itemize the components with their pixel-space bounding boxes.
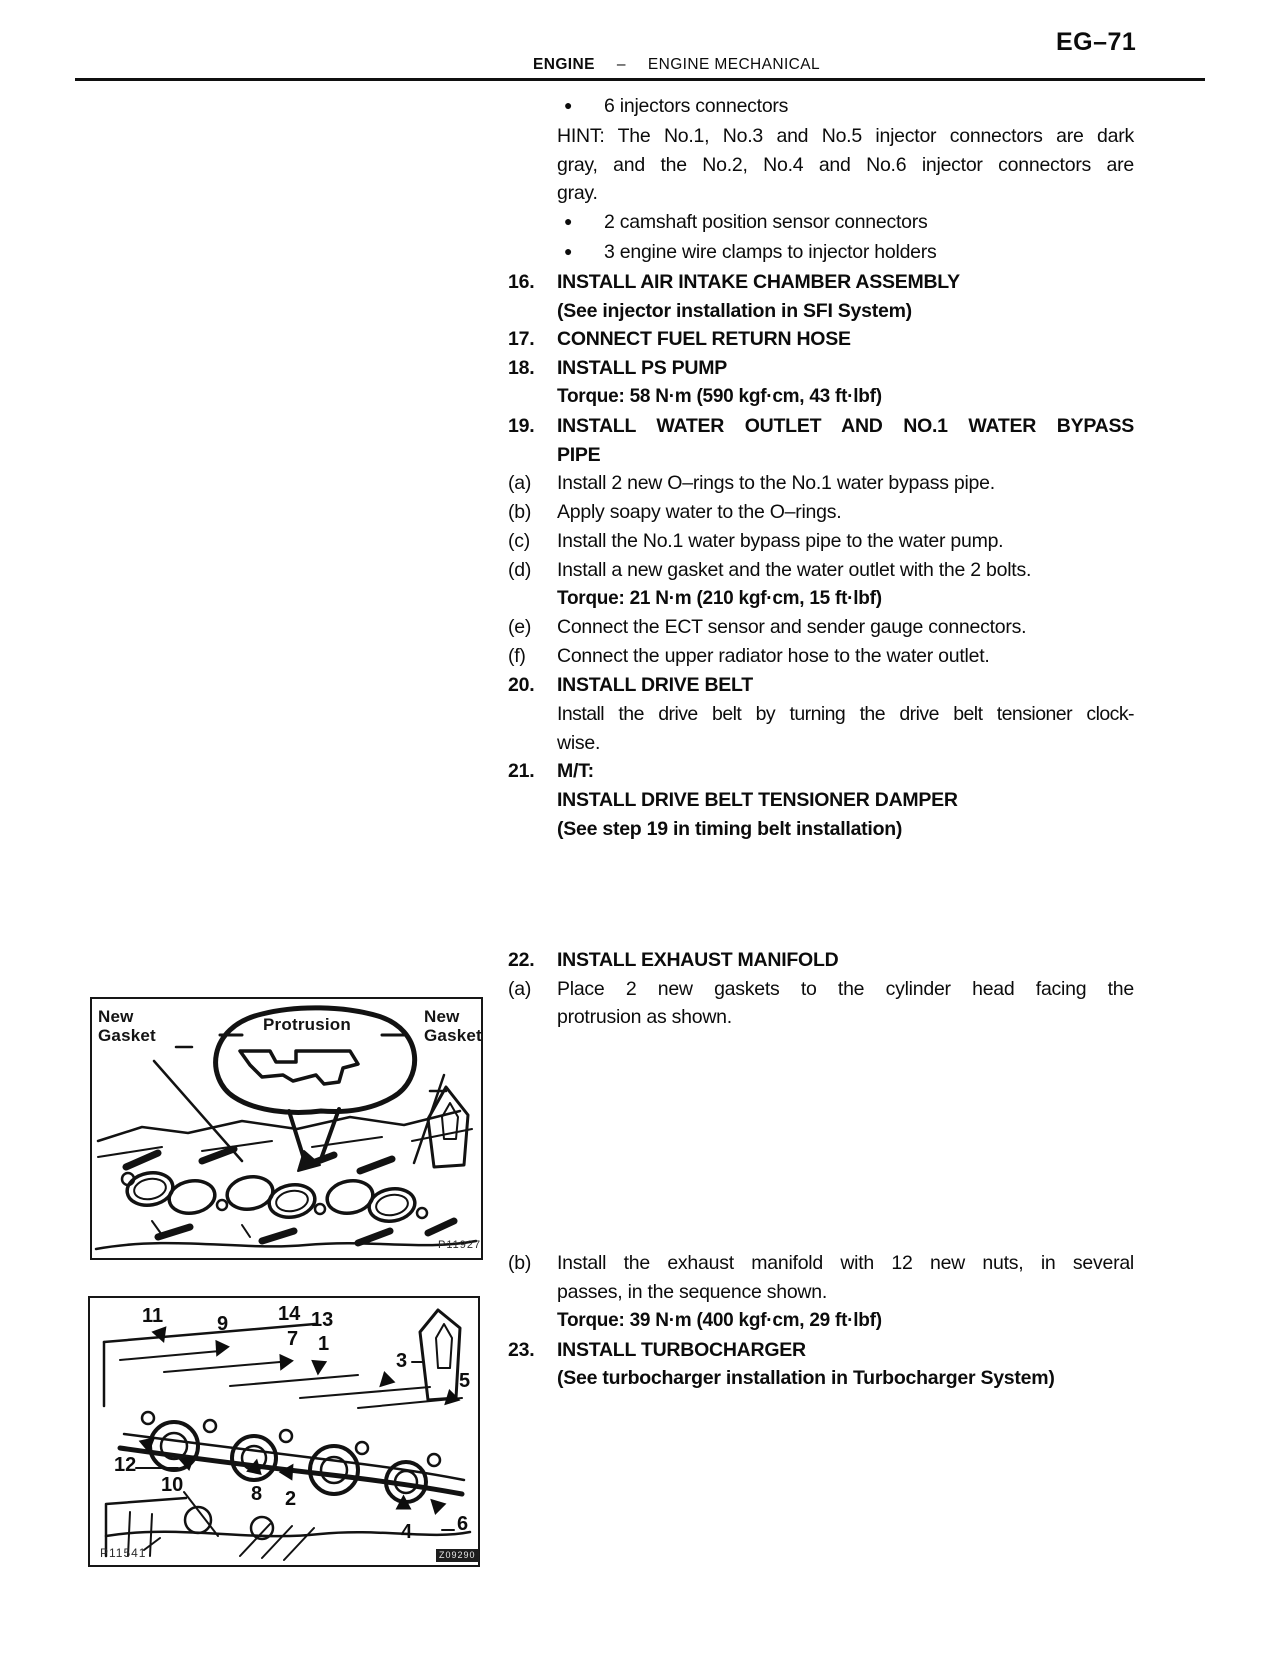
sequence-number: 5 <box>459 1370 471 1392</box>
figure-label-new-gasket-right: New Gasket <box>424 1007 482 1045</box>
step-subtitle: (See turbocharger installation in Turbocharger System) <box>557 1367 1055 1390</box>
substep-a-row <box>508 469 1134 498</box>
figure-code: P11541 <box>100 1546 147 1560</box>
substep-text-line: passes, in the sequence shown. <box>557 1280 828 1303</box>
step-title: INSTALL EXHAUST MANIFOLD <box>557 948 839 971</box>
substep-letter: (a) <box>508 977 532 1000</box>
bullet-item <box>508 208 1134 238</box>
step-16-row <box>508 268 1134 297</box>
bullet-text: 6 injectors connectors <box>604 95 789 117</box>
sequence-number: 10 <box>161 1474 184 1496</box>
hint-line: gray, and the No.2, No.4 and No.6 injector connectors are <box>557 153 1134 176</box>
step-17-row <box>508 325 1134 354</box>
substep-text-line: Install the exhaust manifold with 12 new nuts, in several <box>557 1252 1134 1275</box>
substep-text-line: protrusion as shown. <box>557 1006 732 1029</box>
substep-text: Install a new gasket and the water outlet with the 2 bolts. <box>557 558 1032 581</box>
bullet-icon <box>564 208 604 238</box>
step-body-line: Install the drive belt by turning the drive belt tensioner clock- <box>557 702 1134 725</box>
step-body-line: wise. <box>557 731 601 754</box>
header-section: ENGINE <box>533 56 595 73</box>
step-title: CONNECT FUEL RETURN HOSE <box>557 328 851 351</box>
sequence-number: 12 <box>114 1454 137 1476</box>
substep-f-row <box>508 642 1134 671</box>
sequence-number: 14 <box>278 1303 301 1325</box>
figure-exhaust-manifold-gaskets <box>90 997 483 1260</box>
page-code: EG–71 <box>1056 28 1137 56</box>
bullet-icon <box>564 92 604 122</box>
substep-22b-row <box>508 1249 1134 1307</box>
step-number: 19. <box>508 414 535 437</box>
step-title-line: INSTALL DRIVE BELT TENSIONER DAMPER <box>557 789 958 812</box>
substep-e-row <box>508 613 1134 642</box>
substep-letter: (b) <box>508 1252 532 1275</box>
step-title-line: INSTALL WATER OUTLET AND NO.1 WATER BYPASS <box>557 414 1134 437</box>
torque-spec: Torque: 21 N·m (210 kgf·cm, 15 ft·lbf) <box>557 587 882 609</box>
sequence-number: 7 <box>287 1328 299 1350</box>
sequence-number: 13 <box>311 1309 334 1331</box>
step-number: 21. <box>508 760 535 783</box>
substep-text-block <box>557 1249 1134 1307</box>
step-number: 16. <box>508 270 535 293</box>
step-19-row <box>508 412 1134 470</box>
bullet-item <box>508 238 1134 268</box>
substep-22a-row <box>508 975 1134 1033</box>
torque-spec: Torque: 58 N·m (590 kgf·cm, 43 ft·lbf) <box>557 385 882 407</box>
figure-label-protrusion: Protrusion <box>263 1015 351 1034</box>
step-20-row <box>508 671 1134 700</box>
substep-letter: (d) <box>508 558 532 581</box>
substep-text: Apply soapy water to the O–rings. <box>557 501 842 524</box>
sequence-arrow-icon <box>396 1495 412 1510</box>
figure-exhaust-manifold-tightening-sequence <box>88 1296 480 1567</box>
bullet-text: 2 camshaft position sensor connectors <box>604 211 928 234</box>
step-22-row <box>508 946 1134 975</box>
step-title: INSTALL DRIVE BELT <box>557 673 753 696</box>
sequence-arrow-icon <box>246 1457 265 1475</box>
substep-text: Connect the upper radiator hose to the water outlet. <box>557 645 990 668</box>
bullet-icon <box>564 238 604 268</box>
step-title: M/T: <box>557 760 594 783</box>
substep-text-line: Place 2 new gaskets to the cylinder head facing the <box>557 977 1134 1000</box>
sequence-number: 11 <box>142 1305 164 1327</box>
step-23-row <box>508 1336 1134 1365</box>
sequence-number: 2 <box>285 1488 297 1510</box>
header-rule <box>75 78 1205 81</box>
substep-letter: (a) <box>508 472 532 495</box>
figure-code-badge: Z09290 <box>436 1549 479 1562</box>
step-title: INSTALL PS PUMP <box>557 357 727 380</box>
substep-letter: (e) <box>508 616 532 639</box>
sequence-number: 8 <box>251 1483 263 1505</box>
step-subtitle: (See injector installation in SFI System) <box>557 299 912 322</box>
step-title: INSTALL AIR INTAKE CHAMBER ASSEMBLY <box>557 270 960 293</box>
step-title-line: PIPE <box>557 443 601 466</box>
sequence-number: 1 <box>318 1333 330 1355</box>
sequence-number: 9 <box>217 1313 229 1335</box>
substep-d-row <box>508 556 1134 585</box>
substep-text-block <box>557 975 1134 1033</box>
header-breadcrumb <box>533 56 820 74</box>
substep-text: Connect the ECT sensor and sender gauge connectors. <box>557 616 1027 639</box>
sequence-number: 4 <box>401 1521 413 1543</box>
step-number: 17. <box>508 328 535 351</box>
step-number: 20. <box>508 673 535 696</box>
bullet-text: 3 engine wire clamps to injector holders <box>604 240 937 263</box>
sequence-number: 6 <box>457 1513 469 1535</box>
step-subtitle: (See step 19 in timing belt installation) <box>557 817 903 840</box>
sequence-number: 3 <box>396 1350 408 1372</box>
substep-letter: (f) <box>508 645 526 668</box>
step-number: 22. <box>508 948 535 971</box>
step-16-sub-row <box>508 297 1134 326</box>
step-title-block <box>557 412 1134 470</box>
substep-letter: (c) <box>508 529 530 552</box>
bullet-item <box>508 92 1134 122</box>
torque-spec: Torque: 39 N·m (400 kgf·cm, 29 ft·lbf) <box>557 1309 882 1331</box>
figure-code: P11927 <box>438 1239 482 1251</box>
step-number: 23. <box>508 1338 535 1361</box>
step-number: 18. <box>508 357 535 380</box>
substep-c-row <box>508 527 1134 556</box>
header-dash: – <box>616 56 626 73</box>
substep-b-row <box>508 498 1134 527</box>
step-title: INSTALL TURBOCHARGER <box>557 1338 806 1361</box>
hint-line: HINT: The No.1, No.3 and No.5 injector connectors are dark <box>557 124 1134 147</box>
sequence-arrow-icon <box>310 1360 327 1376</box>
substep-text: Install the No.1 water bypass pipe to the water pump. <box>557 529 1004 552</box>
figure-label-new-gasket-left: New Gasket <box>98 1007 156 1045</box>
substep-text: Install 2 new O–rings to the No.1 water bypass pipe. <box>557 472 995 495</box>
substep-letter: (b) <box>508 501 532 524</box>
step-18-row <box>508 354 1134 383</box>
step-21-row <box>508 757 1134 786</box>
hint-line: gray. <box>557 182 598 205</box>
header-subsection: ENGINE MECHANICAL <box>647 56 821 73</box>
procedure-column <box>508 92 1134 1393</box>
